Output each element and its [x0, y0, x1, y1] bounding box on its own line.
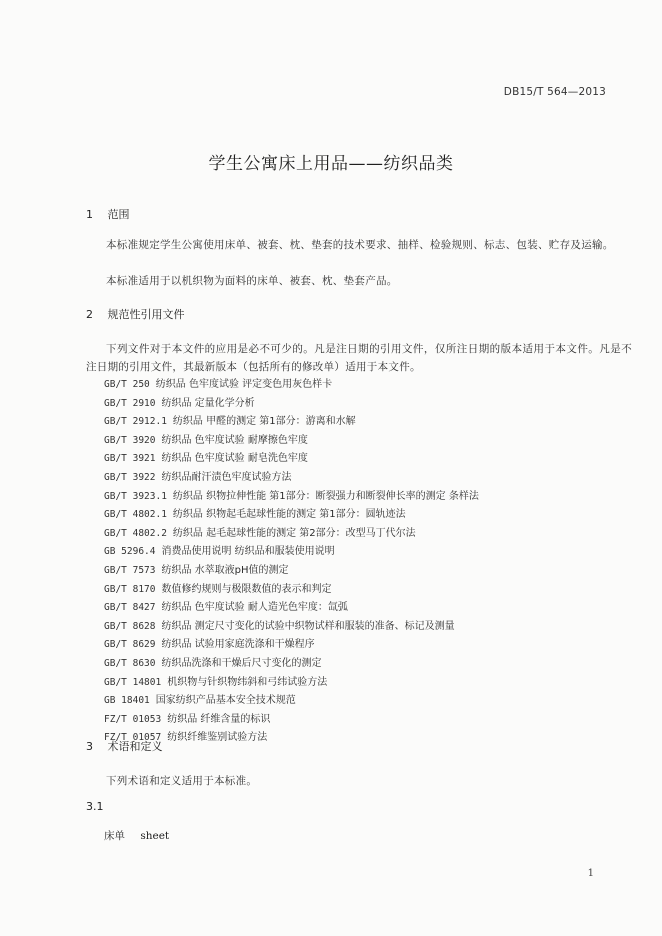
reference-item: [104, 413, 479, 432]
reference-title: 纺织品 定量化学分析: [161, 397, 255, 409]
reference-code: GB/T 8427: [104, 602, 156, 614]
reference-item: [104, 543, 479, 562]
section-3-number: 3: [86, 740, 93, 753]
reference-item: [104, 450, 479, 469]
reference-code: GB/T 250: [104, 379, 150, 390]
reference-code: GB/T 3920: [104, 434, 156, 446]
reference-title: 纺织品 色牢度试验 耐摩擦色牢度: [161, 434, 308, 446]
section-3-heading: [86, 738, 163, 754]
section-1-title: 范围: [107, 208, 130, 221]
reference-item: [104, 636, 479, 655]
section-1-number: 1: [86, 208, 93, 221]
reference-item: [104, 395, 479, 414]
section-2-title: 规范性引用文件: [107, 308, 185, 321]
reference-code: GB/T 8628: [104, 620, 156, 632]
document-title: 学生公寓床上用品——纺织品类: [208, 154, 454, 174]
reference-code: GB/T 14801: [104, 676, 162, 688]
term-chinese: 床单: [104, 830, 125, 842]
section-2-number: 2: [86, 308, 93, 321]
term-entry: [104, 828, 169, 843]
section-1-heading: [86, 206, 130, 222]
reference-code: GB/T 8629: [104, 639, 156, 651]
subsection-3-1-number: 3.1: [86, 800, 104, 813]
reference-item: [104, 674, 479, 693]
references-intro: 下列文件对于本文件的应用是必不可少的。凡是注日期的引用文件，仅所注日期的版本适用于本文件。凡是不注日期的引用文件，其最新版本（包括所有的修改单）适用于本文件。: [86, 343, 632, 373]
section-3-title: 术语和定义: [107, 740, 163, 753]
terms-intro: 下列术语和定义适用于本标准。: [106, 775, 258, 787]
reference-title: 纺织品 甲醛的测定 第1部分：游离和水解: [172, 416, 356, 428]
reference-code: GB/T 4802.2: [104, 527, 167, 539]
reference-code: GB/T 8630: [104, 657, 156, 669]
reference-item: [104, 506, 479, 525]
reference-title: 机织物与针织物纬斜和弓纬试验方法: [167, 676, 328, 688]
reference-title: 数值修约规则与极限数值的表示和判定: [161, 583, 332, 595]
reference-title: 纺织品耐汗渍色牢度试验方法: [161, 471, 292, 483]
reference-code: FZ/T 01053: [104, 713, 162, 725]
term-english: sheet: [140, 830, 170, 842]
reference-title: 纺织品 色牢度试验 耐人造光色牢度：氙弧: [161, 602, 348, 614]
reference-title: 纺织品 测定尺寸变化的试验中织物试样和服装的准备、标记及测量: [161, 620, 455, 632]
reference-item: [104, 432, 479, 451]
reference-item: [104, 469, 479, 488]
reference-code: GB/T 3923.1: [104, 490, 167, 502]
reference-item: [104, 618, 479, 637]
reference-item: [104, 711, 479, 730]
reference-item: [104, 525, 479, 544]
reference-code: FZ/T 01057: [104, 732, 162, 744]
reference-item: [104, 376, 479, 395]
reference-item: [104, 692, 479, 711]
reference-code: GB/T 3922: [104, 471, 156, 483]
reference-item: [104, 655, 479, 674]
reference-code: GB/T 2910: [104, 397, 156, 409]
reference-code: GB 5296.4: [104, 546, 156, 558]
reference-item: [104, 562, 479, 581]
reference-item: [104, 581, 479, 600]
standard-code: DB15/T 564—2013: [503, 86, 606, 98]
reference-item: [104, 488, 479, 507]
reference-title: 国家纺织产品基本安全技术规范: [155, 695, 296, 707]
reference-title: 纺织纤维鉴别试验方法: [167, 732, 268, 744]
reference-code: GB/T 7573: [104, 564, 156, 576]
reference-title: 纺织品 织物拉伸性能 第1部分：断裂强力和断裂伸长率的测定 条样法: [172, 490, 479, 502]
reference-list: [104, 376, 479, 748]
reference-title: 纺织品 色牢度试验 评定变色用灰色样卡: [155, 379, 333, 390]
reference-code: GB/T 2912.1: [104, 416, 167, 428]
scope-paragraph-2: 本标准适用于以机织物为面料的床单、被套、枕、垫套产品。: [106, 275, 398, 287]
scope-paragraph-1: 本标准规定学生公寓使用床单、被套、枕、垫套的技术要求、抽样、检验规则、标志、包装、贮存及运输。: [106, 239, 614, 251]
reference-title: 纺织品 起毛起球性能的测定 第2部分：改型马丁代尔法: [172, 527, 416, 539]
reference-title: 纺织品 色牢度试验 耐皂洗色牢度: [161, 453, 308, 465]
reference-code: GB/T 4802.1: [104, 509, 167, 521]
reference-code: GB/T 3921: [104, 453, 156, 465]
reference-code: GB 18401: [104, 695, 150, 707]
section-2-heading: [86, 306, 185, 322]
page-number: 1: [587, 868, 594, 879]
reference-title: 纺织品洗涤和干燥后尺寸变化的测定: [161, 657, 322, 669]
reference-title: 消费品使用说明 纺织品和服装使用说明: [161, 546, 335, 558]
reference-title: 纺织品 织物起毛起球性能的测定 第1部分：圆轨迹法: [172, 509, 406, 521]
reference-title: 纺织品 水萃取液pH值的测定: [161, 564, 289, 576]
reference-code: GB/T 8170: [104, 583, 156, 595]
reference-title: 纺织品 试验用家庭洗涤和干燥程序: [161, 639, 315, 651]
reference-title: 纺织品 纤维含量的标识: [167, 713, 271, 725]
reference-item: [104, 599, 479, 618]
